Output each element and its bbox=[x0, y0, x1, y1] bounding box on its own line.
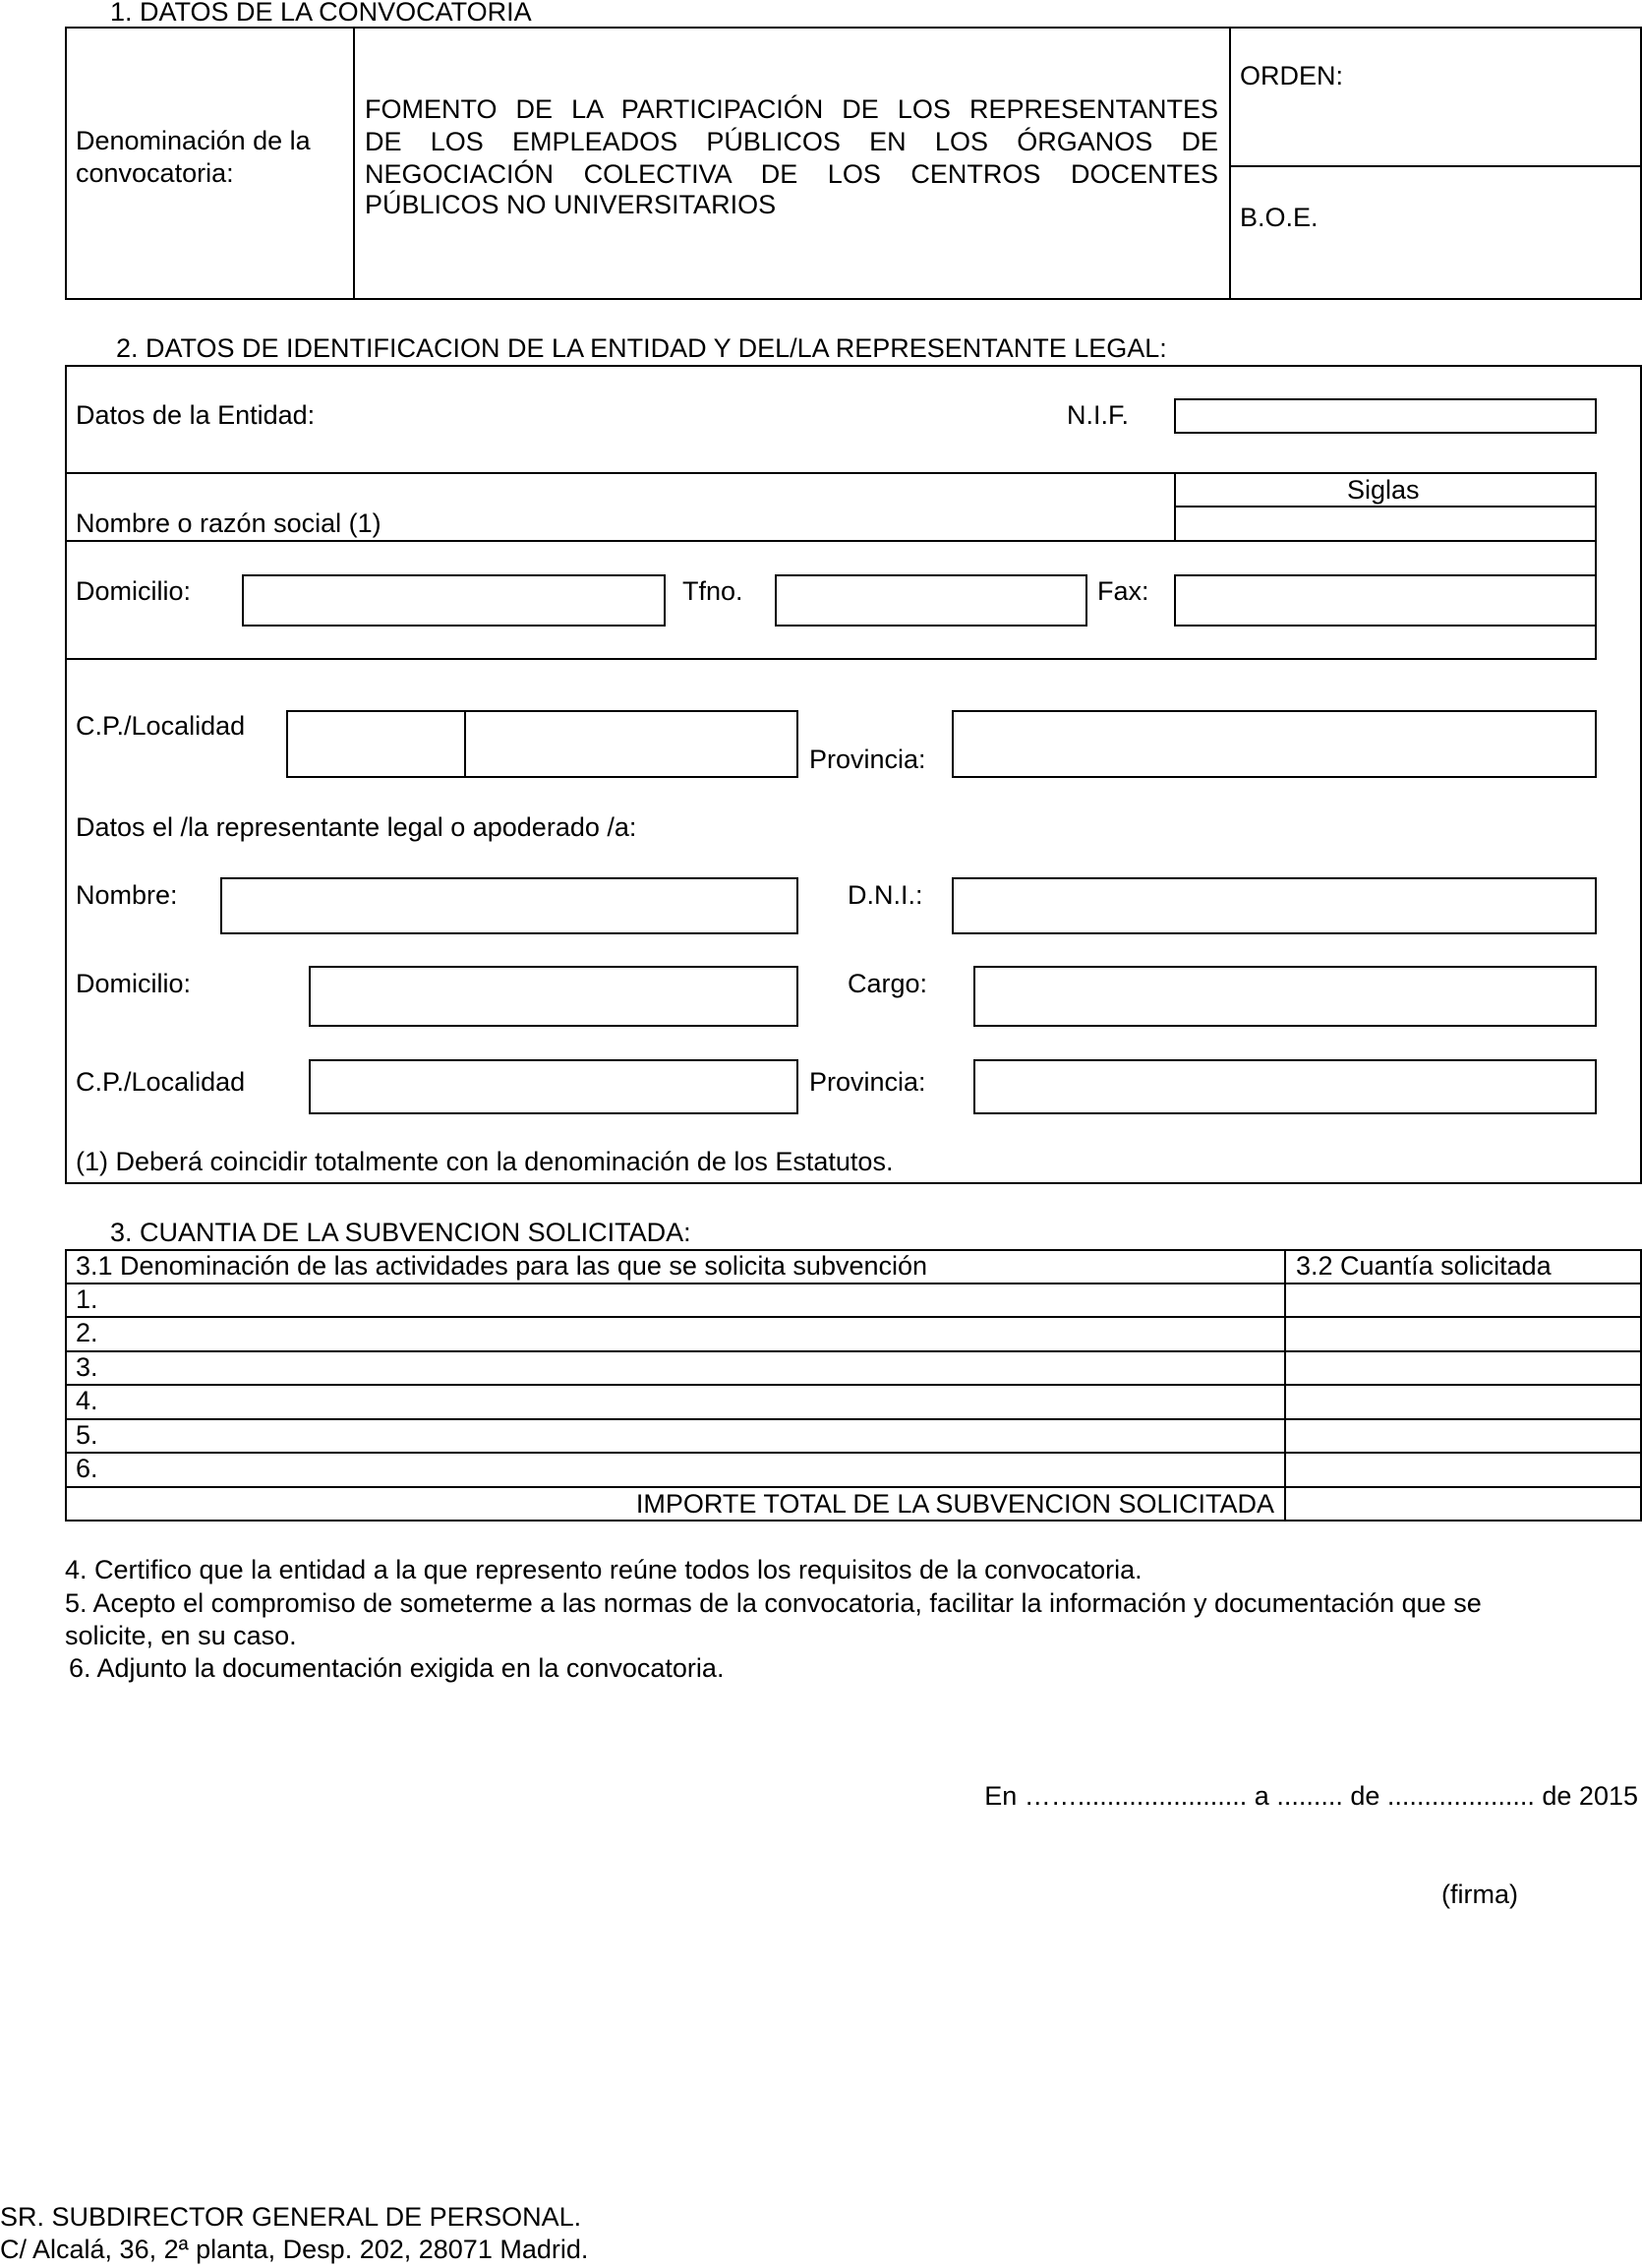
addressee-line2: C/ Alcalá, 36, 2ª planta, Desp. 202, 28071 Madrid. bbox=[0, 2235, 589, 2264]
tfno-label: Tfno. bbox=[682, 576, 743, 606]
fax-label: Fax: bbox=[1097, 576, 1149, 606]
declaration-6: 6. Adjunto la documentación exigida en la convocatoria. bbox=[69, 1653, 725, 1683]
tfno-input[interactable] bbox=[775, 574, 1087, 627]
place-date-line: En ……....................... a ......... de .................... de 2015 bbox=[984, 1781, 1638, 1811]
denominacion-label: convocatoria: bbox=[76, 158, 234, 188]
rep-domicilio-label: Domicilio: bbox=[76, 969, 192, 998]
rep-cargo-input[interactable] bbox=[973, 966, 1597, 1027]
divider bbox=[65, 472, 1597, 474]
nif-input[interactable] bbox=[1174, 398, 1597, 434]
section2-heading: 2. DATOS DE IDENTIFICACION DE LA ENTIDAD Y DEL/LA REPRESENTANTE LEGAL: bbox=[116, 333, 1167, 363]
fax-input[interactable] bbox=[1174, 574, 1597, 627]
orden-label: ORDEN: bbox=[1240, 61, 1344, 90]
convocatoria-title: DE LOS EMPLEADOS PÚBLICOS EN LOS ÓRGANOS DE bbox=[365, 127, 1218, 156]
table-header-activities: 3.1 Denominación de las actividades para las que se solicita subvención bbox=[76, 1251, 928, 1281]
convocatoria-title: FOMENTO DE LA PARTICIPACIÓN DE LOS REPRESENTANTES bbox=[365, 94, 1218, 124]
firma-label: (firma) bbox=[1441, 1880, 1518, 1909]
siglas-label: Siglas bbox=[1347, 475, 1420, 505]
rep-dni-label: D.N.I.: bbox=[848, 880, 923, 910]
representante-heading: Datos el /la representante legal o apoderado /a: bbox=[76, 812, 637, 842]
divider bbox=[1595, 472, 1597, 660]
rep-nombre-label: Nombre: bbox=[76, 880, 178, 910]
cp-input[interactable] bbox=[464, 710, 466, 778]
convocatoria-title: NEGOCIACIÓN COLECTIVA DE LOS CENTROS DOCENTES bbox=[365, 159, 1218, 189]
boe-label: B.O.E. bbox=[1240, 203, 1319, 232]
divider bbox=[1229, 165, 1642, 167]
rep-cp-localidad-label: C.P./Localidad bbox=[76, 1067, 246, 1097]
table-row-label: 1. bbox=[76, 1284, 98, 1314]
nombre-razon-label: Nombre o razón social (1) bbox=[76, 508, 381, 538]
activities-input-area[interactable] bbox=[67, 1284, 1283, 1452]
denominacion-label: Denominación de la bbox=[76, 126, 311, 155]
total-label: IMPORTE TOTAL DE LA SUBVENCION SOLICITADA bbox=[635, 1489, 1274, 1519]
table-row-label: 4. bbox=[76, 1386, 98, 1415]
rep-cargo-label: Cargo: bbox=[848, 969, 928, 998]
localidad-input[interactable] bbox=[286, 710, 798, 778]
footnote: (1) Deberá coincidir totalmente con la denominación de los Estatutos. bbox=[76, 1147, 894, 1176]
divider bbox=[353, 27, 355, 300]
table-row-label: 3. bbox=[76, 1352, 98, 1382]
section1-heading: 1. DATOS DE LA CONVOCATORIA bbox=[110, 0, 532, 27]
datos-entidad-label: Datos de la Entidad: bbox=[76, 400, 316, 430]
table-row-label: 5. bbox=[76, 1420, 98, 1450]
cp-localidad-label: C.P./Localidad bbox=[76, 711, 246, 741]
domicilio-input[interactable] bbox=[242, 574, 666, 627]
divider bbox=[65, 658, 1597, 660]
divider bbox=[1229, 27, 1231, 300]
declaration-4: 4. Certifico que la entidad a la que represento reúne todos los requisitos de la convocatoria. bbox=[65, 1555, 1143, 1584]
rep-dni-input[interactable] bbox=[952, 877, 1597, 934]
divider bbox=[65, 540, 1597, 542]
rep-cp-localidad-input[interactable] bbox=[309, 1059, 798, 1114]
section3-heading: 3. CUANTIA DE LA SUBVENCION SOLICITADA: bbox=[110, 1218, 691, 1247]
table-row-label: 6. bbox=[76, 1454, 98, 1483]
addressee-line1: SR. SUBDIRECTOR GENERAL DE PERSONAL. bbox=[0, 2202, 582, 2232]
domicilio-label: Domicilio: bbox=[76, 576, 192, 606]
declaration-5: solicite, en su caso. bbox=[65, 1621, 297, 1650]
rep-nombre-input[interactable] bbox=[220, 877, 798, 934]
declaration-5: 5. Acepto el compromiso de someterme a las normas de la convocatoria, facilitar la información y documentación que se bbox=[65, 1588, 1482, 1618]
nif-label: N.I.F. bbox=[1067, 400, 1130, 430]
rep-provincia-input[interactable] bbox=[973, 1059, 1597, 1114]
convocatoria-title: PÚBLICOS NO UNIVERSITARIOS bbox=[365, 190, 777, 219]
siglas-input[interactable] bbox=[1176, 507, 1595, 539]
rep-provincia-label: Provincia: bbox=[809, 1067, 926, 1097]
provincia-input[interactable] bbox=[952, 710, 1597, 778]
amount-input-area[interactable] bbox=[1286, 1284, 1640, 1520]
table-header-amount: 3.2 Cuantía solicitada bbox=[1296, 1251, 1552, 1281]
table-row-label: 2. bbox=[76, 1318, 98, 1347]
rep-domicilio-input[interactable] bbox=[309, 966, 798, 1027]
provincia-label: Provincia: bbox=[809, 745, 926, 774]
